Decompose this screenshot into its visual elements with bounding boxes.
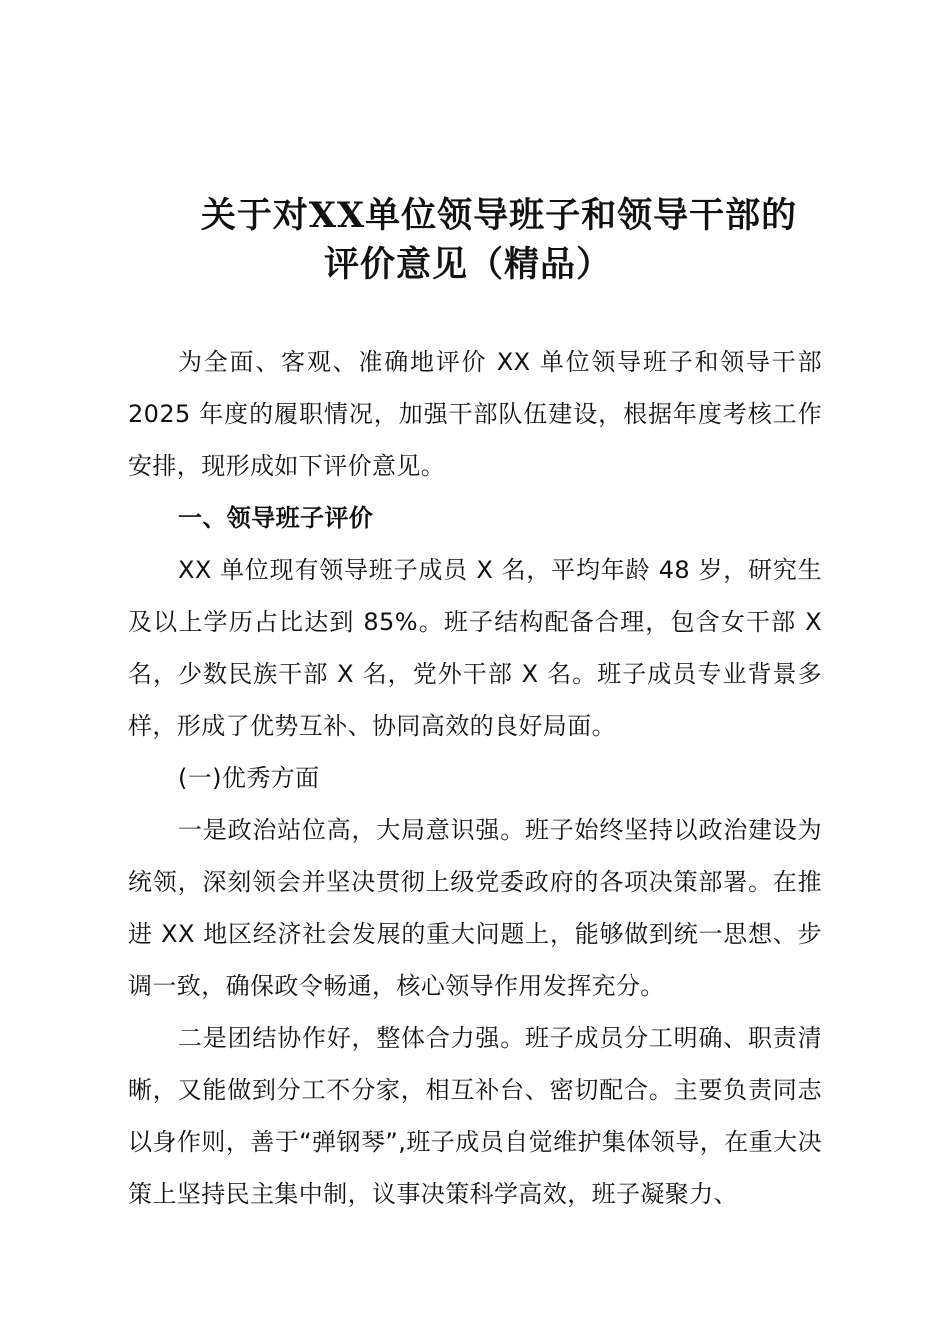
section-1-paragraph: XX 单位现有领导班子成员 X 名，平均年龄 48 岁，研究生及以上学历占比达到 85%。班子结构配备合理，包含女干部 X 名，少数民族干部 X 名，党外干部 X 名。班子成员专业背景多样，形成了优势互补、协同高效的良好局面。 <box>128 556 822 740</box>
section-1-heading: 一、领导班子评价 <box>178 504 374 532</box>
point-1-paragraph: 一是政治站位高，大局意识强。班子始终坚持以政治建设为统领，深刻领会并坚决贯彻上级党委政府的各项决策部署。在推进 XX 地区经济社会发展的重大问题上，能够做到统一思想、步调一致，确保政令畅通，核心领导作用发挥充分。 <box>128 816 822 1000</box>
document-title-line-1: 关于对XX单位领导班子和领导干部的 <box>200 195 798 236</box>
document-body <box>128 336 822 1220</box>
point-2-paragraph: 二是团结协作好，整体合力强。班子成员分工明确、职责清晰，又能做到分工不分家，相互补台、密切配合。主要负责同志以身作则，善于“弹钢琴”,班子成员自觉维护集体领导，在重大决策上坚持民主集中制，议事决策科学高效，班子凝聚力、 <box>128 1024 822 1208</box>
document-title-line-2: 评价意见（精品） <box>323 244 612 285</box>
document-title-line-2-wrapper <box>0 243 950 287</box>
intro-paragraph: 为全面、客观、准确地评价 XX 单位领导班子和领导干部 2025 年度的履职情况，加强干部队伍建设，根据年度考核工作安排，现形成如下评价意见。 <box>128 348 822 480</box>
subsection-1-heading: (一)优秀方面 <box>178 764 320 792</box>
